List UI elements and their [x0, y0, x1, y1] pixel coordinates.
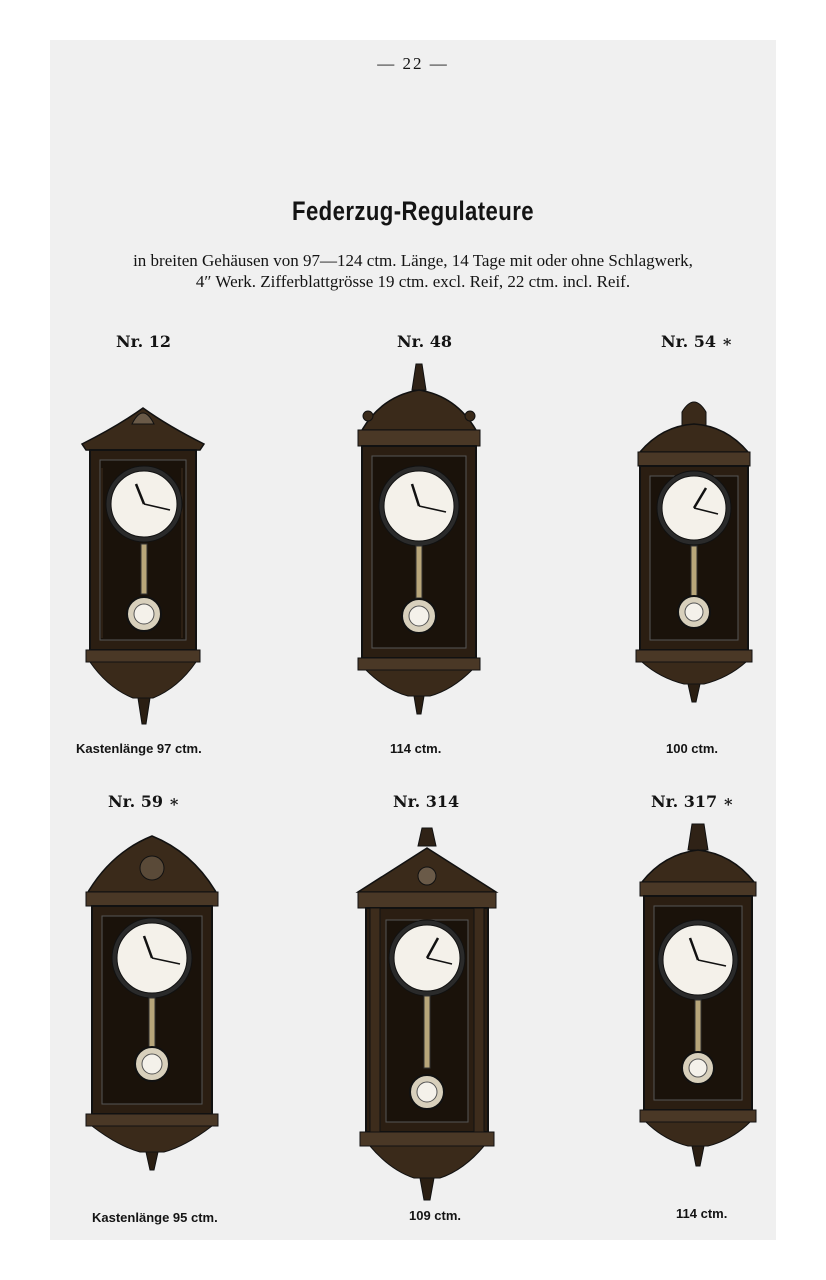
subtitle-line-1: in breiten Gehäusen von 97—124 ctm. Länge, 14 Tage mit oder ohne Schlagwerk, [133, 251, 693, 270]
page-title: Federzug-Regulateure [292, 196, 534, 226]
caption-nr-59: Kastenlänge 95 ctm. [92, 1210, 218, 1225]
caption-nr-314: 109 ctm. [409, 1208, 462, 1223]
model-number-317: Nr. 317 ∗ [651, 792, 734, 811]
clock-illustration-nr-48 [352, 360, 486, 720]
clock-illustration-nr-314 [352, 824, 502, 1206]
subtitle-line-2: 4″ Werk. Zifferblattgrösse 19 ctm. excl. Reif, 22 ctm. incl. Reif. [195, 272, 631, 291]
model-number-54: Nr. 54 ∗ [661, 332, 733, 351]
caption-nr-317: 114 ctm. [676, 1206, 728, 1221]
model-number-12: Nr. 12 [116, 332, 171, 351]
model-number-48: Nr. 48 [397, 332, 452, 351]
clock-illustration-nr-12 [78, 398, 208, 738]
caption-nr-54: 100 ctm. [666, 741, 719, 756]
caption-nr-12: Kastenlänge 97 ctm. [76, 741, 202, 756]
clock-illustration-nr-317 [636, 820, 760, 1174]
caption-nr-48: 114 ctm. [390, 741, 442, 756]
page-number: — 22 — [377, 54, 449, 73]
model-number-59: Nr. 59 ∗ [108, 792, 180, 811]
clock-illustration-nr-54 [632, 392, 756, 708]
model-number-314: Nr. 314 [393, 792, 460, 811]
clock-illustration-nr-59 [82, 832, 222, 1174]
